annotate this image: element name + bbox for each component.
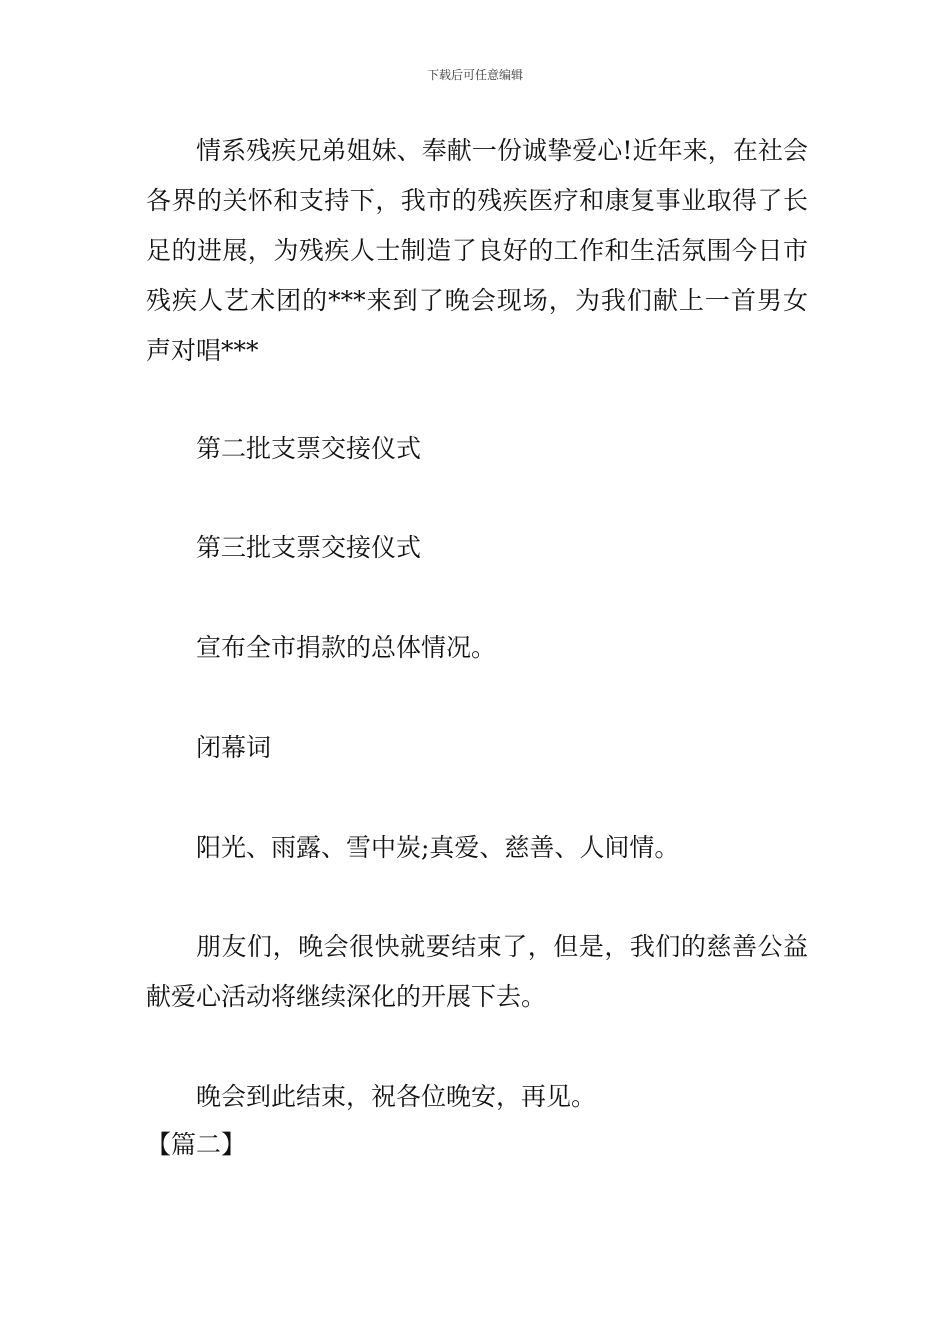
paragraph-closing-title: 闭幕词 [196,733,272,762]
paragraph-opening: 情系残疾兄弟姐妹、奉献一份诚挚爱心!近年来，在社会各界的关怀和支持下，我市的残疾医疗和康复事业取得了长足的进展，为残疾人士制造了良好的工作和生活氛围今日市残疾人艺术团的***来到了晚会现场，为我们献上一首男女声对唱*** [146,136,808,365]
paragraph-third-cheque: 第三批支票交接仪式 [196,533,422,562]
paragraph-friends: 朋友们，晚会很快就要结束了，但是，我们的慈善公益献爱心活动将继续深化的开展下去。 [146,932,808,1011]
paragraph-second-cheque: 第二批支票交接仪式 [196,434,422,463]
page-header-note: 下载后可任意编辑 [426,68,523,82]
section-heading: 【篇二】 [146,1130,247,1159]
paragraph-goodnight: 晚会到此结束，祝各位晚安，再见。 [196,1082,597,1111]
paragraph-sunshine: 阳光、雨露、雪中炭;真爱、慈善、人间情。 [196,833,680,862]
paragraph-donation-summary: 宣布全市捐款的总体情况。 [196,633,497,662]
